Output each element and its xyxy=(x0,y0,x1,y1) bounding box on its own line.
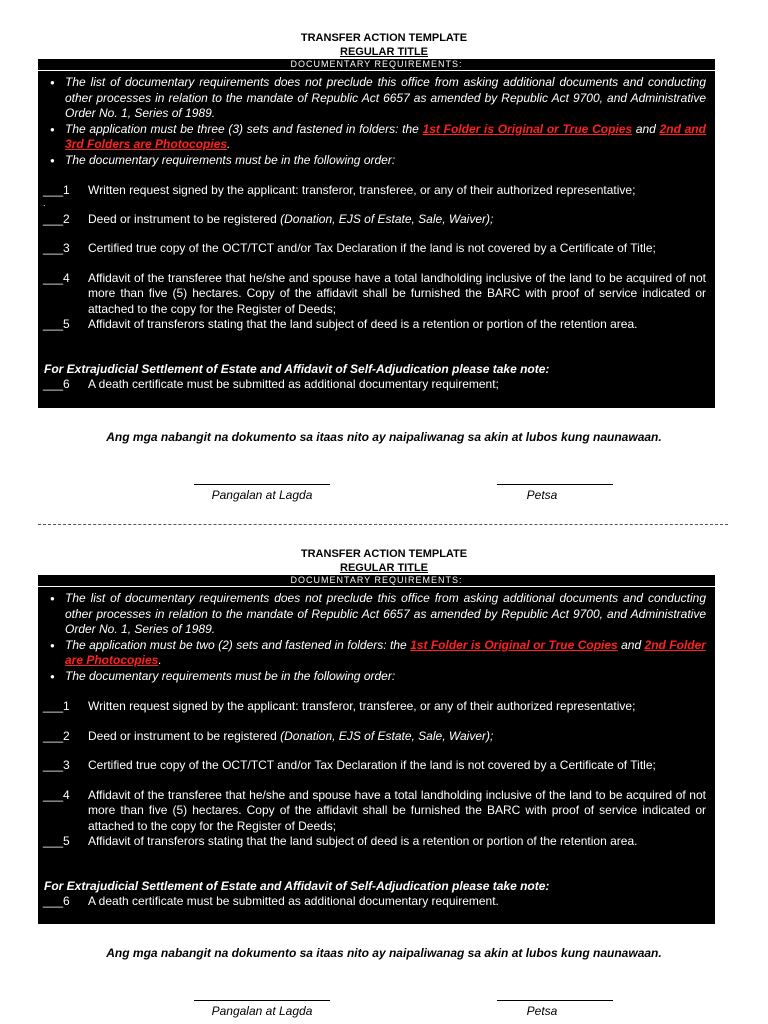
requirement-checkbox[interactable]: ___2 xyxy=(43,728,70,743)
date-label: Petsa xyxy=(526,1004,558,1018)
requirement-item: ___4 Affidavit of the transferee that he/she and spouse have a total landholding inclusive of the land to be acquired of not more than five (5) hectares. Copy of the affidavit shall be furnished the BARC with proof of service indicated or attached to the copy for the Register of Deeds; xyxy=(43,787,706,833)
date-line[interactable] xyxy=(497,484,613,485)
folder-photocopy-note: 2nd and 3rd Folders are Photocopies xyxy=(65,121,706,151)
signature-line[interactable] xyxy=(194,484,330,485)
requirement-checkbox[interactable]: ___4 xyxy=(43,787,70,802)
requirement-checkbox[interactable]: ___1 xyxy=(43,183,70,197)
requirement-checkbox[interactable]: ___6 xyxy=(43,893,70,908)
cut-line-divider xyxy=(38,524,728,525)
estate-note: For Extrajudicial Settlement of Estate and Affidavit of Self-Adjudication please take note: xyxy=(44,361,550,376)
requirement-item: ___6 A death certificate must be submitted as additional documentary requirement; xyxy=(43,376,499,391)
requirements-header: DOCUMENTARY REQUIREMENTS: xyxy=(38,575,715,587)
folder-original-note: 1st Folder is Original or True Copies xyxy=(410,637,618,652)
form-title: TRANSFER ACTION TEMPLATE xyxy=(300,548,468,560)
requirements-box xyxy=(38,59,715,408)
signature-line[interactable] xyxy=(194,1000,330,1001)
instruction-item: ● The list of documentary requirements does not preclude this office from asking additional documents and conducting other processes in relation to the mandate of Republic Act 6657 as amended by Republic Act 9700, and Administrative Order No. 1, Series of 1989. xyxy=(65,591,706,638)
requirement-item: ___3 Certified true copy of the OCT/TCT and/or Tax Declaration if the land is not covered by a Certificate of Title; xyxy=(43,758,656,772)
requirement-checkbox[interactable]: ___3 xyxy=(43,758,70,772)
instruction-list xyxy=(38,75,715,168)
folder-original-note: 1st Folder is Original or True Copies xyxy=(422,121,633,136)
requirement-checkbox[interactable]: ___5 xyxy=(43,317,70,331)
requirement-item: ___4 Affidavit of the transferee that he/she and spouse have a total landholding inclusive of the land to be acquired of not more than five (5) hectares. Copy of the affidavit shall be furnished the BARC with proof of service indicated or attached to the copy for the Register of Deeds; xyxy=(43,270,706,316)
instruction-item: ● The documentary requirements must be in the following order: xyxy=(65,153,706,169)
requirement-checkbox[interactable]: ___1 xyxy=(43,699,70,713)
requirement-item: ___5 Affidavit of transferors stating that the land subject of deed is a retention or portion of the retention area. xyxy=(43,317,638,331)
requirement-checkbox[interactable]: ___3 xyxy=(43,241,70,255)
requirement-checkbox[interactable]: ___5 xyxy=(43,834,70,848)
instruction-item: ● The application must be three (3) sets and fastened in folders: the 1st Folder is Original or True Copies and 2nd and 3rd Folders are Photocopies. xyxy=(65,122,706,153)
instruction-item: ● The application must be two (2) sets and fastened in folders: the 1st Folder is Original or True Copies and 2nd Folder are Photocopies. xyxy=(65,638,706,669)
instruction-item: ● The documentary requirements must be in the following order: xyxy=(65,669,706,685)
form-title: TRANSFER ACTION TEMPLATE xyxy=(300,32,468,44)
requirement-checkbox[interactable]: ___2 xyxy=(43,211,70,226)
estate-note: For Extrajudicial Settlement of Estate and Affidavit of Self-Adjudication please take note: xyxy=(44,878,550,893)
date-label: Petsa xyxy=(526,488,558,502)
signature-label: Pangalan at Lagda xyxy=(211,488,313,502)
form-subtitle: REGULAR TITLE xyxy=(340,46,428,58)
instruction-list xyxy=(38,591,715,684)
requirements-box xyxy=(38,575,715,924)
requirement-item: ___2 Deed or instrument to be registered (Donation, EJS of Estate, Sale, Waiver); xyxy=(43,728,494,743)
acknowledgement-text: Ang mga nabangit na dokumento sa itaas nito ay naipaliwanag sa akin at lubos kung naunawaan. xyxy=(106,946,662,960)
requirement-checkbox[interactable]: ___4 xyxy=(43,270,70,285)
instruction-item: ● The list of documentary requirements does not preclude this office from asking additional documents and conducting other processes in relation to the mandate of Republic Act 6657 as amended by Republic Act 9700, and Administrative Order No. 1, Series of 1989. xyxy=(65,75,706,122)
folder-photocopy-note: 2nd Folder are Photocopies xyxy=(65,637,706,667)
requirement-item: ___3 Certified true copy of the OCT/TCT and/or Tax Declaration if the land is not covered by a Certificate of Title; xyxy=(43,241,656,255)
requirement-checkbox[interactable]: ___6 xyxy=(43,376,70,391)
requirement-item: ___1 Written request signed by the applicant: transferor, transferee, or any of their authorized representative; . xyxy=(43,183,636,208)
date-line[interactable] xyxy=(497,1000,613,1001)
form-subtitle: REGULAR TITLE xyxy=(340,562,428,574)
requirement-item: ___6 A death certificate must be submitted as additional documentary requirement. xyxy=(43,893,499,908)
requirements-header: DOCUMENTARY REQUIREMENTS: xyxy=(38,59,715,71)
acknowledgement-text: Ang mga nabangit na dokumento sa itaas nito ay naipaliwanag sa akin at lubos kung naunawaan. xyxy=(106,430,662,444)
signature-label: Pangalan at Lagda xyxy=(211,1004,313,1018)
requirement-item: ___5 Affidavit of transferors stating that the land subject of deed is a retention or portion of the retention area. xyxy=(43,834,638,848)
requirement-item: ___2 Deed or instrument to be registered (Donation, EJS of Estate, Sale, Waiver); xyxy=(43,211,494,226)
requirement-item: ___1 Written request signed by the applicant: transferor, transferee, or any of their authorized representative; xyxy=(43,699,636,713)
